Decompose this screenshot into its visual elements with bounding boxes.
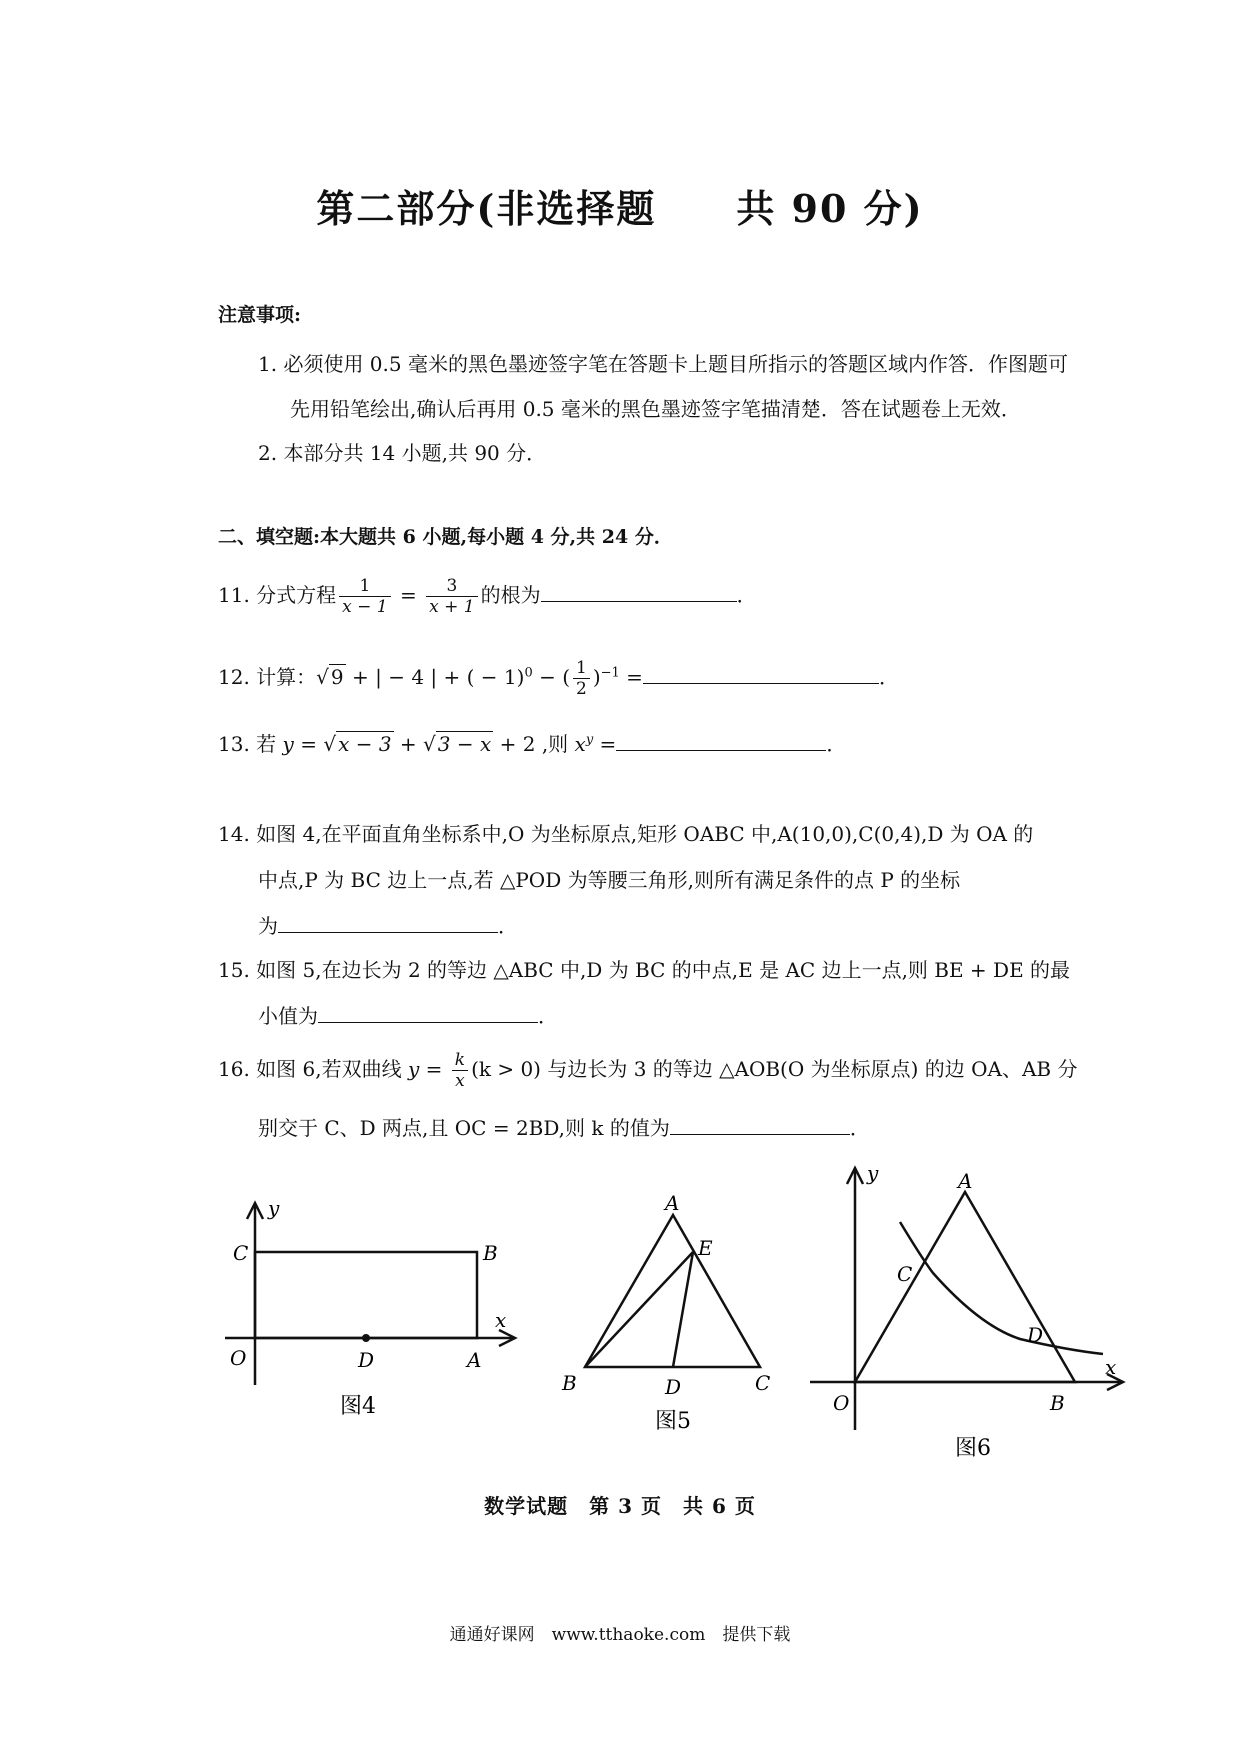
q13-y-eq: y =	[282, 732, 324, 756]
q13-sqrt-2: 3 − x	[437, 732, 492, 756]
fig4-caption: 图4	[340, 1394, 376, 1419]
q11-f1-num: 1	[339, 576, 390, 597]
fig6-caption: 图6	[955, 1436, 991, 1461]
notice-item-2: 2. 本部分共 14 小题,共 90 分．	[258, 441, 547, 465]
q12-f-num: 1	[573, 658, 590, 679]
q12-minus: − (	[532, 665, 570, 689]
fig5-label-d: D	[665, 1375, 682, 1399]
question-15-line-1: 15. 如图 5,在边长为 2 的等边 △ABC 中,D 为 BC 的中点,E 是 AC 边上一点,则 BE + DE 的最	[218, 958, 1071, 982]
q13-base: x	[574, 732, 586, 756]
q16-line2-text: 别交于 C、D 两点,且 OC = 2BD,则 k 的值为	[258, 1116, 670, 1140]
q16-answer-blank[interactable]	[670, 1114, 850, 1135]
fig6-label-a: A	[958, 1169, 973, 1193]
q11-fraction-2	[426, 576, 477, 617]
figure-6	[805, 1160, 1130, 1470]
q16-f-num: k	[452, 1050, 468, 1071]
fig6-label-b: B	[1050, 1391, 1065, 1415]
q15-answer-blank[interactable]	[318, 1002, 538, 1023]
q13-answer-blank[interactable]	[616, 730, 826, 751]
question-16-line-2: 别交于 C、D 两点,且 OC = 2BD,则 k 的值为 ．	[258, 1116, 870, 1140]
q11-answer-blank[interactable]	[541, 581, 737, 602]
q12-eq: =	[619, 665, 643, 689]
q11-f1-den: x − 1	[342, 597, 388, 617]
fig5-label-c: C	[755, 1371, 771, 1395]
question-11: 11. 分式方程 $\frac{1}{x - 1}$ = $\frac{3}{x + 1}$ 的根为 ．	[218, 576, 757, 617]
fig4-label-o: O	[230, 1346, 247, 1370]
q13-lead: 13. 若	[218, 732, 283, 756]
q11-tail: 的根为	[480, 583, 541, 607]
figure-5	[550, 1190, 780, 1440]
question-12: 12. 计算：√ 9 + | − 4 | + ( − 1)$^0$ − ( $\frac{1}{2}$ )$^{-1}$ = ．	[218, 658, 899, 699]
fig4-label-x: x	[495, 1308, 507, 1332]
notice-item-1-line-1: 1. 必须使用 0.5 毫米的黑色墨迹签字笔在答题卡上题目所指示的答题区域内作答．作图题可	[258, 352, 1068, 376]
q12-exp-0: 0	[524, 665, 533, 681]
q13-exp: y	[585, 732, 594, 748]
q12-exp-neg1: −1	[600, 665, 620, 681]
fig5-triangle-abc	[585, 1215, 760, 1367]
section-2-heading: 二、填空题:本大题共 6 小题,每小题 4 分,共 24 分．	[218, 526, 673, 548]
figure-4	[225, 1195, 525, 1425]
page-title: 第二部分(非选择题 共 90 分)	[316, 186, 924, 231]
q16-y-eq: y =	[407, 1057, 449, 1081]
notice-heading: 注意事项:	[218, 304, 302, 326]
q12-answer-blank[interactable]	[643, 663, 879, 684]
q12-mid: + | − 4 | + ( − 1)	[345, 665, 525, 689]
fig4-label-y: y	[268, 1196, 280, 1220]
question-16-line-1	[218, 1050, 1077, 1091]
fig4-rectangle-oabc	[255, 1252, 477, 1338]
q11-f2-den: x + 1	[429, 597, 475, 617]
q12-close: )	[592, 665, 601, 689]
fig6-label-x: x	[1105, 1355, 1117, 1379]
q11-eq: =	[393, 583, 424, 607]
q14-line3-text: 为	[258, 914, 278, 938]
q12-sqrt-arg: 9	[330, 665, 344, 689]
q16-f-den: x	[455, 1071, 465, 1091]
question-15-line-2: 小值为 ．	[258, 1004, 558, 1028]
question-14-line-3: 为 ．	[258, 914, 518, 938]
fig5-label-b: B	[562, 1371, 577, 1395]
question-14-line-2: 中点,P 为 BC 边上一点,若 △POD 为等腰三角形,则所有满足条件的点 P 的坐标	[258, 868, 961, 892]
fig6-label-o: O	[833, 1391, 850, 1415]
q11-f2-num: 3	[426, 576, 477, 597]
fig4-point-d	[362, 1334, 370, 1342]
q13-tail: + 2 ,则	[493, 732, 575, 756]
q15-line2-text: 小值为	[258, 1004, 318, 1028]
q16-condition: (k > 0) 与边长为 3 的等边 △AOB(O 为坐标原点) 的边 OA、AB 分	[471, 1057, 1078, 1081]
q11-fraction-1	[339, 576, 390, 617]
source-line: 通通好课网 www.tthaoke.com 提供下载	[449, 1625, 791, 1645]
q12-fraction	[573, 658, 590, 699]
fig4-label-c: C	[233, 1241, 249, 1265]
fig4-label-d: D	[358, 1348, 375, 1372]
fig5-label-a: A	[665, 1191, 680, 1215]
fig5-label-e: E	[698, 1236, 713, 1260]
fig6-triangle-aob	[855, 1192, 1075, 1382]
q12-f-den: 2	[576, 679, 587, 699]
fig6-label-y: y	[867, 1161, 879, 1185]
q11-lead: 11. 分式方程	[218, 583, 337, 607]
q14-answer-blank[interactable]	[278, 912, 498, 933]
fig6-label-c: C	[897, 1262, 913, 1286]
q16-lead: 16. 如图 6,若双曲线	[218, 1057, 408, 1081]
q13-eq: =	[593, 732, 617, 756]
fig6-hyperbola	[900, 1222, 1103, 1354]
fig4-label-a: A	[467, 1348, 482, 1372]
q16-fraction	[452, 1050, 468, 1091]
fig6-label-d: D	[1027, 1323, 1044, 1347]
q12-lead: 12. 计算：	[218, 665, 317, 689]
fig4-label-b: B	[483, 1241, 498, 1265]
question-14-line-1: 14. 如图 4,在平面直角坐标系中,O 为坐标原点,矩形 OABC 中,A(10,0),C(0,4),D 为 OA 的	[218, 822, 1034, 846]
page-footer: 数学试题 第 3 页 共 6 页	[484, 1494, 756, 1518]
question-13: 13. 若 y = √ x − 3 + √ 3 − x + 2 ,则 $x^y$ = ．	[218, 732, 847, 756]
q13-plus: +	[393, 732, 424, 756]
q13-sqrt-1: x − 3	[338, 732, 392, 756]
notice-item-1-line-2: 先用铅笔绘出,确认后再用 0.5 毫米的黑色墨迹签字笔描清楚．答在试题卷上无效．	[290, 397, 1021, 421]
fig5-caption: 图5	[655, 1409, 691, 1434]
